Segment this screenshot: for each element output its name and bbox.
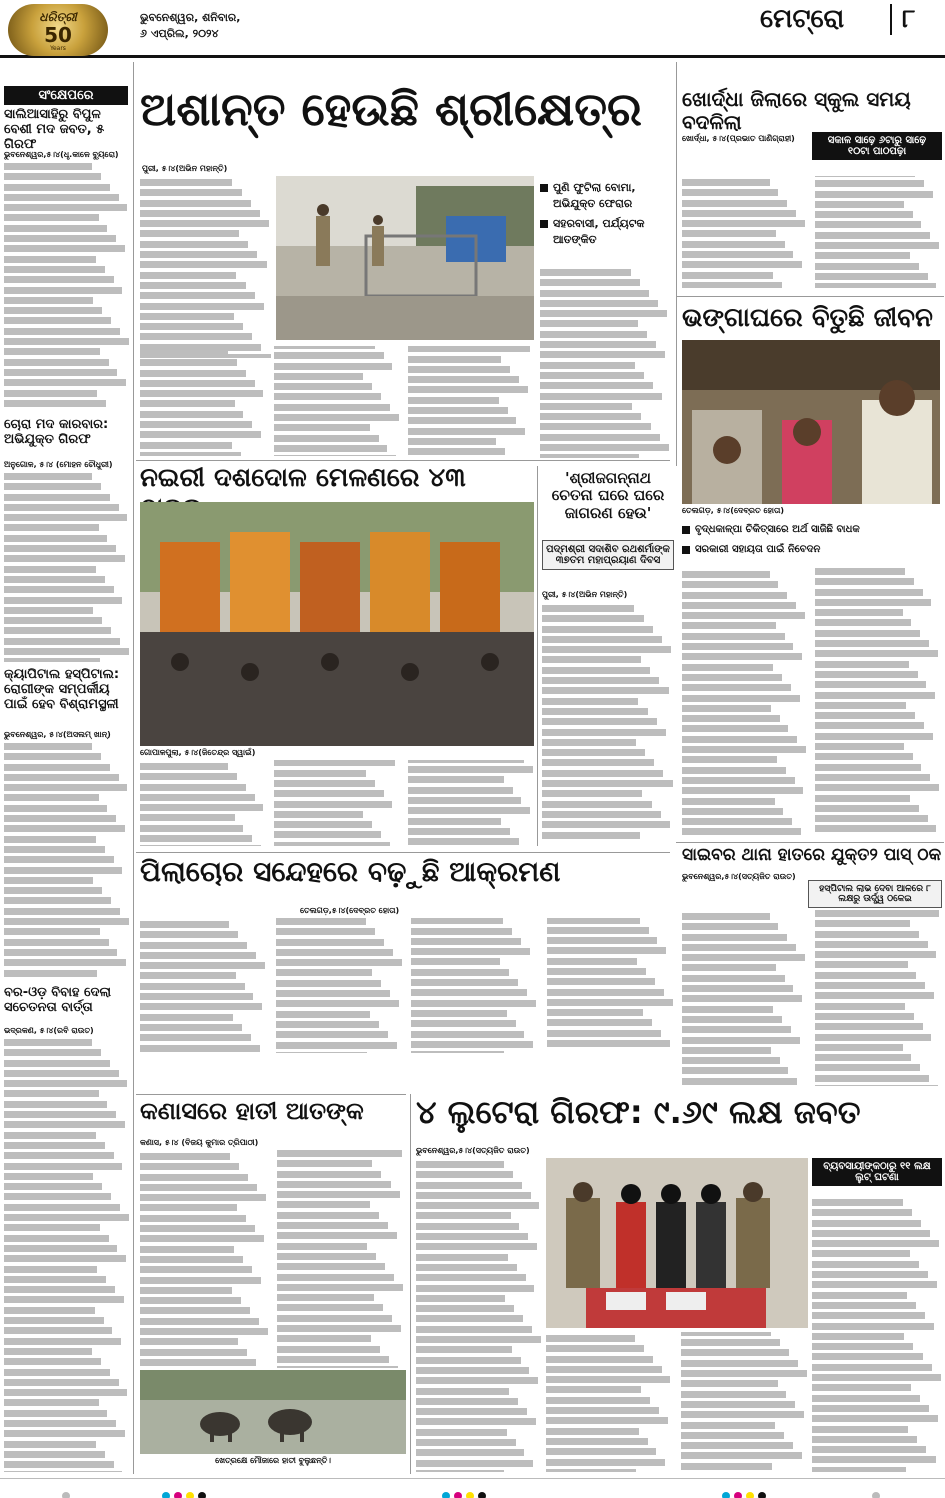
thakur-caption: ଗୋପାଳପୁଲା, ୫।୪(ଜିତେନ୍ଦ୍ର ସ୍ୱାଇଁ) [140,748,256,757]
elephant-caption: ଖେତ୍ରକ୍ଷେ ମୌଜାରେ ହାତୀ ବୁଲୁଛନ୍ତି। [215,1456,331,1465]
column-rule [410,1094,411,1474]
text-filler [682,176,940,288]
briefs-tag: ସଂକ୍ଷେପରେ [4,86,128,105]
text-filler [540,269,670,458]
cmyk-dots-1 [160,1485,208,1498]
yellow-dot-icon [186,1492,194,1498]
robbery-dateline: ଭୁବନେଶ୍ୱର,୫।୪(ସତ୍ୟଜିତ ରାଉତ) [416,1146,530,1155]
column-rule [676,62,677,466]
cmyk-dots-3 [720,1485,768,1498]
text-filler [4,473,130,662]
section-title: ମେଟ୍ରୋ [760,4,845,34]
text-filler [140,1150,406,1368]
text-filler [4,163,130,410]
jagannath-tag: ପଦ୍ମଶ୍ରୀ ସଦାଶିବ ରଥଶର୍ମାଙ୍କ ୩୭ତମ ମହାପ୍ରୟାଣ ଦିବସ [542,540,674,570]
jagannath-body [542,602,674,842]
elephant-photo [140,1370,406,1454]
school-tag: ସକାଳ ସାଢ଼େ ୬ଟାରୁ ସାଢ଼େ ୧୦ଟା ପାଠପଢ଼ା [812,132,942,160]
lead-body-1 [140,176,272,358]
robbery-tag: ବ୍ୟବସାୟୀଙ୍କଠାରୁ ୧୧ ଲକ୍ଷ ଲୁଟ୍ ଘଟଣା [812,1158,942,1186]
shelter-bullet [682,522,940,538]
shelter-body [682,568,940,836]
brief2-title: ଚୋରା ମଦ କାରବାର: ଅଭିଯୁକ୍ତ ଗିରଫ [4,417,109,447]
date-line-1: ଭୁବନେଶ୍ୱର, ଶନିବାର, [140,11,241,24]
bullet-square-icon [540,220,548,228]
school-body [682,176,940,288]
shelter-caption: ତେଲଗଡ଼, ୫।୪(ଦେବ୍ରତ ହୋତା) [682,506,784,515]
cyber-headline: ସାଇବର ଥାନା ହାତରେ ଯୁକ୍ତ୨ ପାସ୍ ଠକ [682,845,942,865]
cyan-dot-icon [722,1492,730,1498]
shelter-photo [682,340,940,504]
bullet-square-icon [682,546,690,554]
logo-years: 50 [44,23,72,47]
text-filler [140,918,674,1053]
robbery-body-3 [812,1196,942,1472]
text-filler [546,1332,808,1472]
cyan-dot-icon [442,1492,450,1498]
section-rule [676,842,944,843]
text-filler [4,1039,130,1472]
shelter-bullet-1: ବୃଦ୍ଧକାଳ୍ପା ଚିକିତ୍ସାରେ ଅର୍ଥ ସାଜିଛି ବାଧକ [695,524,860,535]
column-rule [537,466,538,846]
lead-bullet-1: ପୁଣି ଫୁଟିଲା ବୋମା, ଅଭିଯୁକ୍ତ ଫେରାର [553,181,636,210]
cyber-tag: ହସ୍ପିଟାଲ ଲାଭ ଦେବା ଆଳରେ ୮ ଲକ୍ଷରୁ ଊର୍ଦ୍ଧ୍ୱ ଠକେଇ [808,880,942,908]
black-dot-icon [198,1492,206,1498]
text-filler [812,1199,942,1472]
text-filler [416,1161,542,1472]
text-filler [140,760,534,846]
brief1-body [4,160,130,410]
brief1-title: ସାଲିଆସାହିରୁ ବିପୁଳ ବେଶୀ ମଦ ଜବତ, ୫ ଗିରଫ [4,107,105,152]
text-filler [4,743,130,978]
elephant-body [140,1150,406,1368]
bullet-square-icon [682,526,690,534]
cmyk-dots-2 [440,1485,488,1498]
section-rule [136,1094,406,1095]
child-body [140,918,674,1086]
brief2-body [4,470,130,662]
brief2-dateline: ଅନୁଗୋଳ, ୫।୪ (ମୋହନ ଚୌଧୁରୀ) [4,460,113,469]
cyber-dateline: ଭୁବନେଶ୍ୱର,୫।୪(ସତ୍ୟଜିତ ରାଉତ) [682,872,796,881]
child-dateline: ତେଲଗଡ଼,୫।୪(ଦେବ୍ରତ ହୋତା) [300,906,400,915]
registration-marks-left [60,1485,72,1498]
header-dateline [140,10,240,42]
robbery-headline: ୪ ଲୁଟେରା ଗିରଫ: ୯.୬୯ ଲକ୍ଷ ଜବତ [416,1093,861,1131]
brief3-dateline: ଭୁବନେଶ୍ୱର, ୫।୪(ଅସଲମ୍ ଖାନ୍) [4,730,111,739]
grey-mark-icon [872,1492,880,1498]
grey-mark-icon [62,1492,70,1498]
magenta-dot-icon [734,1492,742,1498]
brief4-title: ବର-ଓଡ଼ ବିବାହ ଦେଲା ସଚେତନତା ବାର୍ତ୍ତା [4,985,112,1015]
lead-body-2 [140,346,534,456]
lead-photo [276,176,534,340]
logo-name: ଧରିତ୍ରୀ [39,10,77,24]
brief1-dateline: ଭୁବନେଶ୍ୱର,୫।୪(ଧୃ.କାଳେ ବ୍ୟୁରୋ) [4,150,119,159]
yellow-dot-icon [466,1492,474,1498]
family-scene-image [682,340,940,504]
robbery-body-2 [546,1332,808,1472]
thakur-body [140,760,534,846]
school-headline: ଖୋର୍ଦ୍ଧା ଜିଲାରେ ସ୍କୁଲ ସମୟ ବଦଳିଲା [682,87,911,134]
lead-bullet [540,216,670,248]
shelter-bullet [682,542,940,558]
shelter-bullets [682,522,940,562]
logo-sub: Years [50,45,66,52]
jagannath-dateline: ପୁରୀ, ୫।୪(ଅଭିନ ମହାନ୍ତି) [542,590,628,599]
registration-marks-right [870,1485,882,1498]
magenta-dot-icon [454,1492,462,1498]
elephant-field-image [140,1370,406,1454]
brief4-dateline: ଭଦ୍ରକଣ, ୫।୪(ରବି ରାଉତ) [4,1026,94,1035]
robbery-body-1 [416,1158,542,1472]
lead-bullet [540,180,670,212]
print-registration-bar [0,1478,945,1498]
jagannath-headline: 'ଶ୍ରୀଜଗନ୍ନାଥ ଚେତନା ଘରେ ଘରେ ଜାଗରଣ ହେଉ' [551,469,665,522]
street-scene-image [276,176,534,340]
black-dot-icon [478,1492,486,1498]
section-rule [676,296,944,297]
black-dot-icon [758,1492,766,1498]
arrested-persons-image [546,1158,808,1328]
shelter-bullet-2: ସରକାରୀ ସହାୟତା ପାଇଁ ନିବେଦନ [695,544,821,555]
newspaper-logo [8,4,108,56]
left-column-rule [133,62,134,1474]
text-filler [682,568,940,836]
bullet-square-icon [540,184,548,192]
elephant-dateline: କଣାସ, ୫।୪ (ବିଜୟ କୁମାର ତ୍ରିପାଠୀ) [140,1138,259,1147]
brief3-title: କ୍ୟାପିଟାଲ ହସ୍ପିଟାଲ: ରୋଗୀଙ୍କ ସମ୍ପର୍କୀୟ ପାଇଁ ହେବ ବିଶ୍ରାମସ୍ଥଳୀ [4,667,120,712]
elephant-headline: କଣାସରେ ହାତୀ ଆତଙ୍କ [140,1097,364,1125]
date-line-2: ୬ ଏପ୍ରିଲ, ୨୦୨୪ [140,27,219,40]
section-rule [136,460,670,461]
text-filler [542,605,674,842]
text-filler [140,179,272,358]
robbery-photo [546,1158,808,1328]
thakur-photo [140,502,534,746]
lead-body-3 [540,266,670,458]
school-dateline: ଖୋର୍ଦ୍ଧା, ୫।୪(ପ୍ରଭାତ ପାଣିଗ୍ରାହୀ) [682,134,795,143]
shelter-headline: ଭଙ୍ଗାଘରେ ବିତୁଛି ଜୀବନ [682,303,933,333]
yellow-dot-icon [746,1492,754,1498]
cyan-dot-icon [162,1492,170,1498]
page-header [0,0,945,58]
text-filler [140,346,534,456]
text-filler [682,910,940,1086]
festival-crowd-image [140,502,534,746]
lead-bullet-2: ସହରବାସୀ, ପର୍ଯ୍ୟଟକ ଆତଙ୍କିତ [553,217,645,246]
page-number: ୮ [890,4,916,35]
lead-headline: ଅଶାନ୍ତ ହେଉଛି ଶ୍ରୀକ୍ଷେତ୍ର [140,82,642,136]
section-rule [136,852,670,853]
brief3-body [4,740,130,978]
child-headline: ପିଲାଚୋର ସନ୍ଦେହରେ ବଢ଼ୁଛି ଆକ୍ରମଣ [140,855,561,888]
lead-dateline: ପୁରୀ, ୫।୪(ଅଭିନ ମହାନ୍ତି) [142,164,228,173]
thakur-headline: ନଇରୀ ଦଶଦୋଳ ମେଳଣରେ ୪୩ [140,463,466,493]
lead-bullets [540,180,670,252]
cyber-body [682,910,940,1086]
magenta-dot-icon [174,1492,182,1498]
brief4-body [4,1036,130,1472]
